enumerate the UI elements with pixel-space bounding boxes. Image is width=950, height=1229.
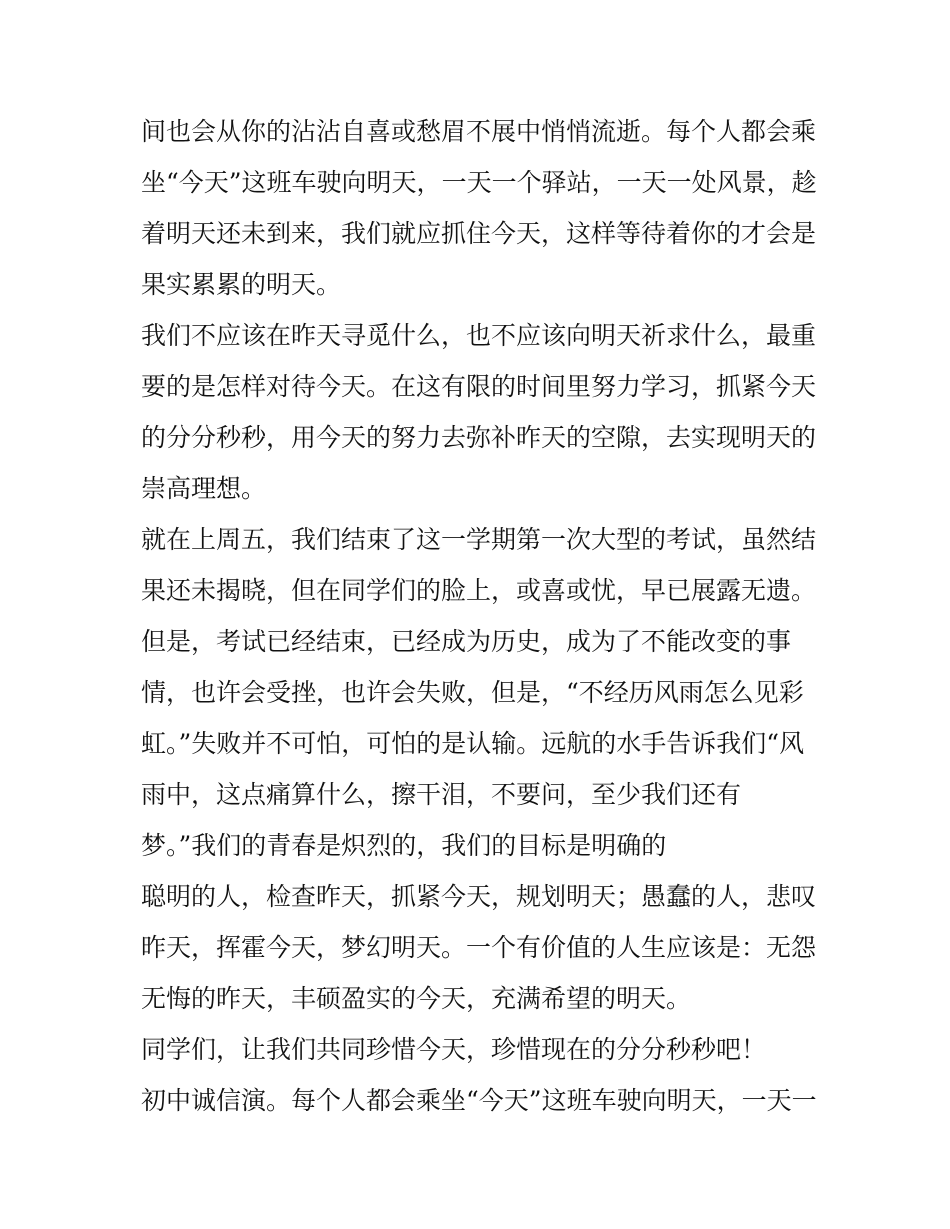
text-line: 就在上周五，我们结束了这一学期第一次大型的考试，虽然结 bbox=[141, 525, 817, 554]
text-line: 雨中，这点痛算什么，擦干泪，不要问，至少我们还有 bbox=[141, 780, 742, 809]
text-line: 情，也许会受挫，也许会失败，但是，“不经历风雨怎么见彩 bbox=[141, 678, 804, 707]
text-line: 坐“今天”这班车驶向明天，一天一个驿站，一天一处风景，趁 bbox=[141, 168, 817, 197]
text-line: 果实累累的明天。 bbox=[141, 270, 342, 299]
body-text bbox=[141, 106, 821, 1126]
text-line: 同学们，让我们共同珍惜今天，珍惜现在的分分秒秒吧！ bbox=[141, 1035, 767, 1064]
text-line: 的分分秒秒，用今天的努力去弥补昨天的空隙，去实现明天的 bbox=[141, 423, 817, 452]
text-line: 我们不应该在昨天寻觅什么，也不应该向明天祈求什么，最重 bbox=[141, 321, 817, 350]
text-line: 虹。”失败并不可怕，可怕的是认输。远航的水手告诉我们“风 bbox=[141, 729, 805, 758]
text-line: 果还未揭晓，但在同学们的脸上，或喜或忧，早已展露无遗。 bbox=[141, 576, 817, 605]
text-line: 但是，考试已经结束，已经成为历史，成为了不能改变的事 bbox=[141, 627, 792, 656]
text-line: 要的是怎样对待今天。在这有限的时间里努力学习，抓紧今天 bbox=[141, 372, 817, 401]
text-line: 无悔的昨天，丰硕盈实的今天，充满希望的明天。 bbox=[141, 984, 692, 1013]
text-line: 聪明的人，检查昨天，抓紧今天，规划明天；愚蠢的人，悲叹 bbox=[141, 882, 817, 911]
text-line: 初中诚信演。每个人都会乘坐“今天”这班车驶向明天，一天一 bbox=[141, 1086, 817, 1115]
text-line: 间也会从你的沾沾自喜或愁眉不展中悄悄流逝。每个人都会乘 bbox=[141, 117, 817, 146]
text-line: 梦。”我们的青春是炽烈的，我们的目标是明确的 bbox=[141, 831, 667, 860]
text-line: 昨天，挥霍今天，梦幻明天。一个有价值的人生应该是：无怨 bbox=[141, 933, 817, 962]
text-line: 崇高理想。 bbox=[141, 474, 267, 503]
text-line: 着明天还未到来，我们就应抓住今天，这样等待着你的才会是 bbox=[141, 219, 817, 248]
